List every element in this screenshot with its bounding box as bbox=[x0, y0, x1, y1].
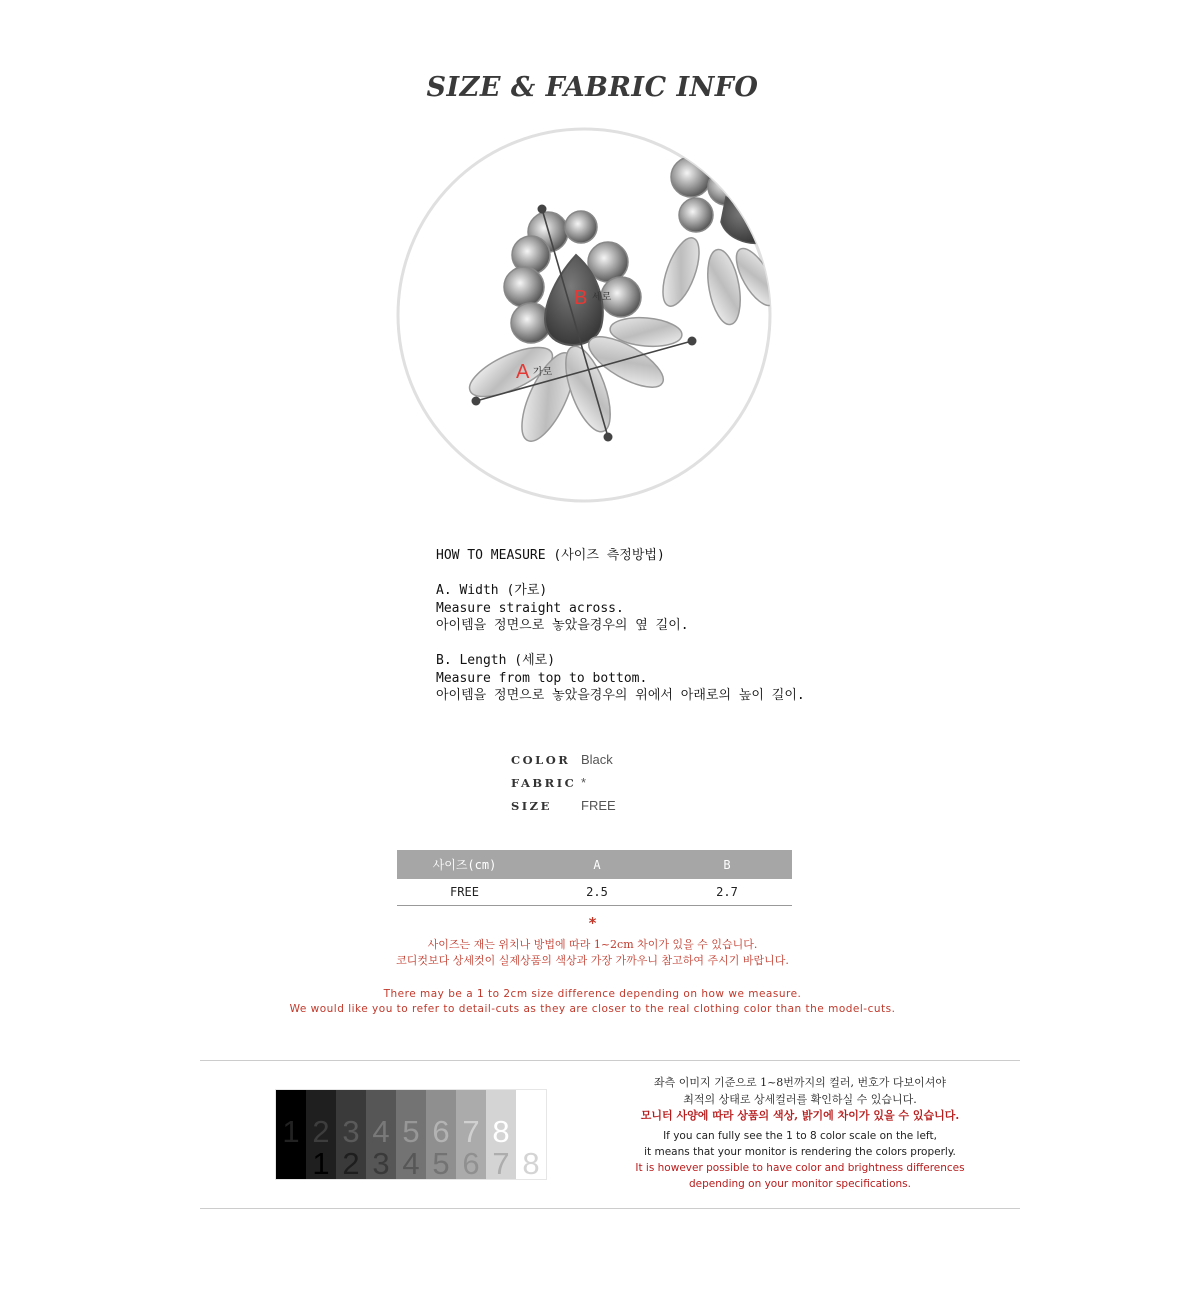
spec-color bbox=[511, 748, 616, 771]
scale-cell bbox=[306, 1090, 336, 1179]
spec-value: Black bbox=[581, 752, 613, 767]
monitor-en-line: If you can fully see the 1 to 8 color scale on the left, bbox=[663, 1130, 937, 1142]
divider-bottom bbox=[200, 1208, 1020, 1209]
scale-number-bottom: 6 bbox=[462, 1146, 480, 1179]
cell-size: FREE bbox=[397, 879, 532, 906]
size-table bbox=[397, 850, 792, 906]
scale-number-bottom: 5 bbox=[432, 1146, 450, 1179]
cell-a: 2.5 bbox=[532, 879, 662, 906]
spec-size bbox=[511, 794, 616, 817]
length-title: B. Length (세로) bbox=[436, 653, 556, 668]
divider-top bbox=[200, 1060, 1020, 1061]
label-b-sub: 세로 bbox=[592, 292, 612, 303]
spec-value: FREE bbox=[581, 798, 616, 813]
scale-cell bbox=[486, 1090, 516, 1179]
scale-number-top: 4 bbox=[372, 1114, 390, 1149]
scale-number-bottom: 1 bbox=[312, 1146, 330, 1179]
monitor-notice-en bbox=[600, 1128, 1000, 1192]
product-specs bbox=[511, 748, 616, 817]
notice-kr bbox=[0, 937, 1185, 968]
scale-number-top: 3 bbox=[342, 1114, 360, 1149]
scale-cell bbox=[276, 1090, 306, 1179]
howto-heading: HOW TO MEASURE (사이즈 측정방법) bbox=[436, 548, 665, 563]
scale-number-bottom: 7 bbox=[492, 1146, 510, 1179]
cell-b: 2.7 bbox=[662, 879, 792, 906]
monitor-kr-line: 최적의 상태로 상세컬러를 확인하실 수 있습니다. bbox=[683, 1092, 917, 1106]
measurement-diagram bbox=[396, 127, 772, 503]
spec-value: * bbox=[581, 775, 587, 790]
monitor-kr-warning: 모니터 사양에 따라 상품의 색상, 밝기에 차이가 있을 수 있습니다. bbox=[640, 1109, 960, 1122]
scale-cell bbox=[516, 1090, 546, 1179]
monitor-notice-kr bbox=[600, 1075, 1000, 1125]
header-size: 사이즈(cm) bbox=[397, 850, 532, 879]
scale-number-bottom: 3 bbox=[372, 1146, 390, 1179]
scale-number-top: 8 bbox=[492, 1114, 510, 1149]
scale-number-top: 5 bbox=[402, 1114, 420, 1149]
monitor-en-warning: depending on your monitor specifications. bbox=[689, 1178, 911, 1190]
label-b: B bbox=[574, 287, 588, 309]
how-to-measure bbox=[436, 547, 805, 722]
notice-en bbox=[0, 987, 1185, 1016]
notice-en-line: There may be a 1 to 2cm size difference depending on how we measure. bbox=[383, 988, 802, 1000]
scale-cell bbox=[426, 1090, 456, 1179]
scale-number-top: 2 bbox=[312, 1114, 330, 1149]
scale-cell bbox=[456, 1090, 486, 1179]
color-scale bbox=[275, 1089, 547, 1180]
label-a-sub: 가로 bbox=[533, 367, 553, 378]
notice-en-line: We would like you to refer to detail-cuts as they are closer to the real clothing color than the model-cuts. bbox=[289, 1002, 896, 1015]
spec-label: COLOR bbox=[511, 752, 571, 767]
table-row bbox=[397, 879, 792, 906]
spec-label: SIZE bbox=[511, 798, 552, 813]
notice-kr-line: 사이즈는 재는 위치나 방법에 따라 1~2cm 차이가 있을 수 있습니다. bbox=[427, 938, 758, 951]
page-title: SIZE & FABRIC INFO bbox=[426, 72, 759, 103]
length-kr: 아이템을 정면으로 놓았을경우의 위에서 아래로의 높이 길이. bbox=[436, 688, 805, 703]
scale-number-top: 6 bbox=[432, 1114, 450, 1149]
monitor-en-warning: It is however possible to have color and brightness differences bbox=[635, 1162, 965, 1174]
spec-label: FABRIC bbox=[511, 775, 577, 790]
scale-number-top: 7 bbox=[462, 1114, 480, 1149]
monitor-en-line: it means that your monitor is rendering the colors properly. bbox=[644, 1146, 956, 1158]
header-b: B bbox=[662, 850, 792, 879]
earring-illustration bbox=[396, 127, 772, 503]
scale-number-bottom: 4 bbox=[402, 1146, 420, 1179]
table-header-row bbox=[397, 850, 792, 879]
scale-cell bbox=[366, 1090, 396, 1179]
scale-cell bbox=[336, 1090, 366, 1179]
notice-kr-line: 코디컷보다 상세컷이 실제상품의 색상과 가장 가까우니 참고하여 주시기 바랍니다. bbox=[396, 953, 789, 967]
label-a: A bbox=[516, 361, 530, 383]
scale-number-bottom: 8 bbox=[522, 1146, 540, 1179]
length-en: Measure from top to bottom. bbox=[436, 670, 648, 686]
header-a: A bbox=[532, 850, 662, 879]
scale-number-bottom: 2 bbox=[342, 1146, 360, 1179]
scale-number-top: 1 bbox=[282, 1114, 300, 1149]
scale-cell bbox=[396, 1090, 426, 1179]
width-title: A. Width (가로) bbox=[436, 583, 548, 598]
spec-fabric bbox=[511, 771, 616, 794]
width-en: Measure straight across. bbox=[436, 600, 624, 616]
notice-asterisk: * bbox=[588, 914, 597, 932]
width-kr: 아이템을 정면으로 놓았을경우의 옆 길이. bbox=[436, 618, 689, 633]
monitor-kr-line: 좌측 이미지 기준으로 1~8번까지의 컬러, 번호가 다보이셔야 bbox=[653, 1076, 947, 1089]
